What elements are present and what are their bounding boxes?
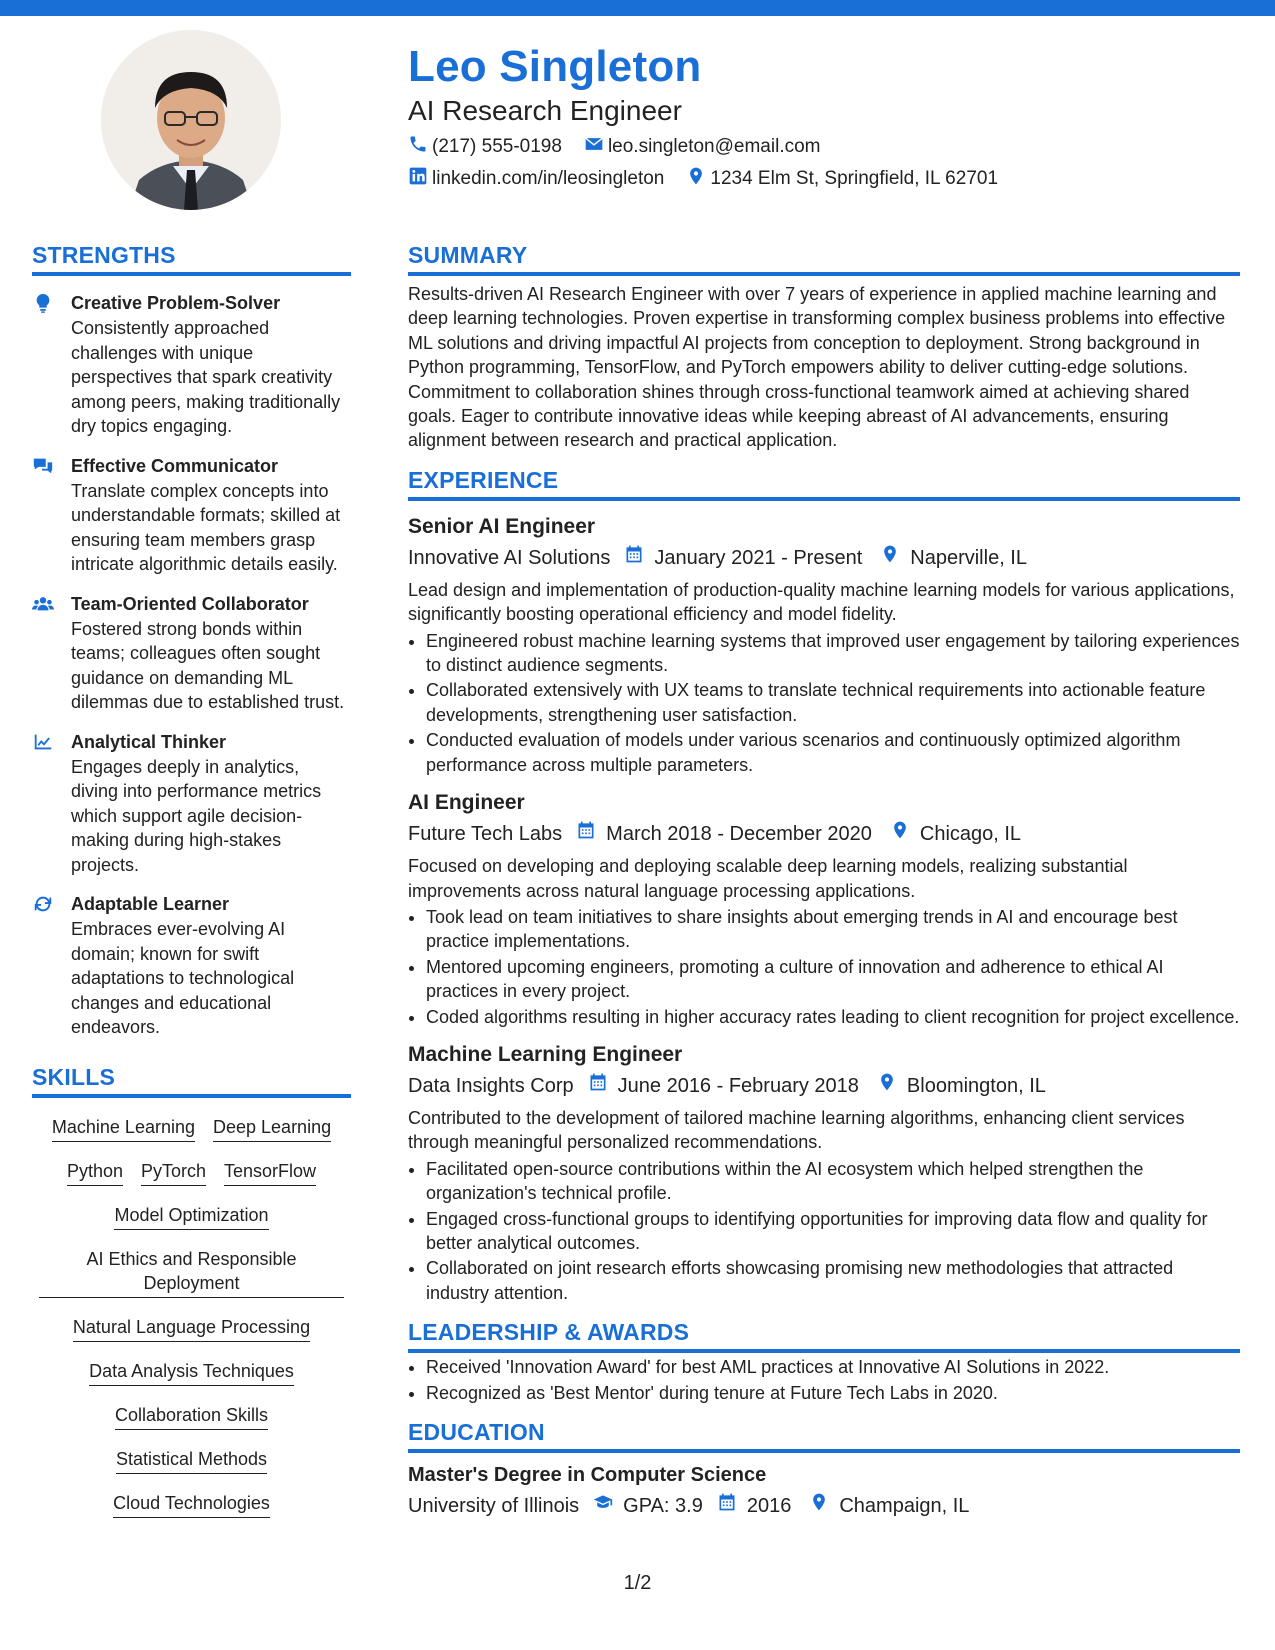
- page-number: 1/2: [623, 1572, 652, 1594]
- candidate-name: Leo Singleton: [408, 42, 702, 91]
- job-title: AI Engineer: [408, 791, 525, 815]
- job-entry: [408, 513, 1240, 777]
- job-description: Contributed to the development of tailored machine learning algorithms, enhancing client services through meaningful personalized recommendations.: [408, 1107, 1185, 1153]
- graduation-cap-icon: [579, 1492, 623, 1520]
- award-item: • Recognized as 'Best Mentor' during tenure at Future Tech Labs in 2020.: [426, 1381, 1240, 1405]
- job-bullet: • Engaged cross-functional groups to identifying opportunities for improving data flow and quality for better analytical outcomes.: [426, 1207, 1240, 1256]
- strength-item: [32, 290, 351, 439]
- users-icon: [32, 593, 54, 615]
- skills-section: [32, 1064, 351, 1518]
- education-section: [408, 1419, 1240, 1520]
- job-title: Machine Learning Engineer: [408, 1042, 683, 1066]
- job-location: Chicago, IL: [919, 823, 1022, 846]
- school-name: University of Illinois: [408, 1495, 580, 1517]
- candidate-role: AI Research Engineer: [408, 95, 682, 126]
- address-contact: [686, 166, 998, 192]
- strength-title: Effective Communicator: [71, 455, 279, 476]
- job-entry: [408, 789, 1240, 1029]
- strength-title: Creative Problem-Solver: [71, 293, 281, 313]
- education-heading: EDUCATION: [408, 1419, 1240, 1453]
- strength-item: [32, 729, 351, 878]
- job-bullet: • Engineered robust machine learning systems that improved user engagement by tailoring experiences to distinct audience segments.: [426, 629, 1240, 678]
- calendar-icon: [703, 1492, 747, 1520]
- summary-heading: SUMMARY: [408, 242, 1240, 276]
- job-bullet: • Mentored upcoming engineers, promoting a culture of innovation and adherence to ethical AI practices in every project.: [426, 955, 1240, 1004]
- skill-tag: Statistical Methods: [116, 1447, 267, 1474]
- skill-tag: Python: [67, 1159, 123, 1186]
- job-location: Bloomington, IL: [906, 1074, 1046, 1097]
- email-contact[interactable]: [584, 134, 821, 160]
- job-bullets: [408, 905, 1240, 1029]
- skill-tag: Data Analysis Techniques: [89, 1359, 294, 1386]
- experience-section: [408, 467, 1240, 1305]
- map-pin-icon: [791, 1492, 839, 1520]
- top-accent-bar: [0, 0, 1275, 16]
- job-dates: January 2021 - Present: [654, 546, 863, 569]
- phone-icon: [408, 134, 428, 160]
- job-meta: [408, 544, 1240, 572]
- job-entry: [408, 1041, 1240, 1305]
- contact-row-1: [408, 134, 821, 160]
- strength-title: Team-Oriented Collaborator: [71, 593, 309, 614]
- map-pin-icon: [872, 820, 920, 848]
- skill-tag: Machine Learning: [52, 1115, 195, 1142]
- skill-tag: TensorFlow: [224, 1159, 316, 1186]
- left-column: [32, 242, 351, 1518]
- phone-text: (217) 555-0198: [432, 136, 562, 157]
- job-bullet: • Conducted evaluation of models under various scenarios and continuously optimized algorithm performance across multiple parameters.: [426, 728, 1240, 777]
- address-text: 1234 Elm St, Springfield, IL 62701: [710, 168, 999, 189]
- envelope-icon: [584, 134, 604, 160]
- company-name: Data Insights Corp: [408, 1074, 574, 1097]
- company-name: Future Tech Labs: [408, 823, 563, 846]
- phone-contact[interactable]: [408, 134, 562, 160]
- skills-heading: SKILLS: [32, 1064, 351, 1098]
- skill-tag: AI Ethics and Responsible Deployment: [39, 1247, 344, 1298]
- job-dates: March 2018 - December 2020: [606, 823, 872, 846]
- job-bullets: [408, 1157, 1240, 1305]
- skill-tag: Model Optimization: [114, 1203, 268, 1230]
- summary-text: Results-driven AI Research Engineer with over 7 years of experience in applied machine learning and deep learning technologies. Proven expertise in transforming complex business problems into effective ML solutions and driving impactful AI projects from conception to deployment. Strong background in Python programming, TensorFlow, and PyTorch empowers ability to deliver cutting-edge solutions. Commitment to collaboration shines through cross-functional teamwork aimed at achieving shared goals. Eager to contribute innovative ideas while keeping abreast of AI advancements, ensuring alignment between research and practical application.: [408, 284, 1226, 451]
- strength-item: [32, 591, 351, 715]
- skill-tag: Collaboration Skills: [115, 1403, 268, 1430]
- linkedin-icon: [408, 166, 428, 192]
- map-pin-icon: [686, 166, 706, 192]
- strength-desc: Translate complex concepts into understandable formats; skilled at ensuring team members grasp intricate algorithmic details easily.: [71, 480, 341, 574]
- job-bullet: • Took lead on team initiatives to share insights about emerging trends in AI and encourage best practice implementations.: [426, 905, 1240, 954]
- profile-photo: [101, 30, 281, 210]
- degree-title: Master's Degree in Computer Science: [408, 1464, 767, 1486]
- strength-item: [32, 453, 351, 577]
- email-text: leo.singleton@email.com: [607, 136, 821, 157]
- job-bullets: [408, 629, 1240, 777]
- linkedin-text: linkedin.com/in/leosingleton: [432, 168, 665, 189]
- calendar-icon: [610, 544, 654, 572]
- job-description: Lead design and implementation of production-quality machine learning models for various applications, significantly boosting operational efficiency and model fidelity.: [408, 579, 1235, 625]
- experience-heading: EXPERIENCE: [408, 467, 1240, 501]
- job-bullet: • Collaborated on joint research efforts showcasing promising new methodologies that attracted industry attention.: [426, 1256, 1240, 1305]
- skill-tag: Natural Language Processing: [73, 1315, 310, 1342]
- job-location: Naperville, IL: [910, 546, 1027, 569]
- calendar-icon: [574, 1072, 618, 1100]
- strength-desc: Embraces ever-evolving AI domain; known for swift adaptations to technological changes and educational endeavors.: [71, 919, 295, 1037]
- skill-tag: Deep Learning: [213, 1115, 331, 1142]
- award-item: • Received 'Innovation Award' for best AML practices at Innovative AI Solutions in 2022.: [426, 1355, 1240, 1379]
- job-dates: June 2016 - February 2018: [617, 1074, 859, 1097]
- job-meta: [408, 1072, 1240, 1100]
- strength-desc: Engages deeply in analytics, diving into performance metrics which support agile decision-making during high-stakes projects.: [71, 756, 322, 875]
- strength-desc: Fostered strong bonds within teams; colleagues often sought guidance on demanding ML dilemmas due to established trust.: [71, 618, 345, 712]
- job-meta: [408, 820, 1240, 848]
- strength-desc: Consistently approached challenges with unique perspectives that spark creativity among peers, making traditionally dry topics engaging.: [71, 318, 341, 436]
- job-bullet: • Facilitated open-source contributions within the AI ecosystem which helped strengthen the organization's technical profile.: [426, 1157, 1240, 1206]
- calendar-icon: [562, 820, 606, 848]
- right-column: [408, 242, 1240, 1520]
- job-title: Senior AI Engineer: [408, 514, 596, 538]
- awards-heading: LEADERSHIP & AWARDS: [408, 1319, 1240, 1353]
- awards-section: [408, 1319, 1240, 1405]
- job-description: Focused on developing and deploying scalable deep learning models, realizing substantial improvements across natural language processing applications.: [408, 856, 1128, 901]
- lightbulb-icon: [32, 292, 54, 314]
- trend-chart-icon: [32, 731, 54, 753]
- linkedin-contact[interactable]: [408, 166, 664, 192]
- strength-item: [32, 891, 351, 1040]
- education-meta: [408, 1492, 1240, 1520]
- skill-tag: PyTorch: [141, 1159, 206, 1186]
- strength-title: Adaptable Learner: [71, 894, 230, 914]
- company-name: Innovative AI Solutions: [408, 546, 611, 569]
- awards-list: [408, 1355, 1240, 1405]
- gpa-text: GPA: 3.9: [623, 1495, 703, 1517]
- graduation-year: 2016: [746, 1495, 792, 1517]
- chat-bubbles-icon: [32, 455, 54, 477]
- job-bullet: • Coded algorithms resulting in higher accuracy rates leading to client recognition for project excellence.: [426, 1005, 1240, 1029]
- map-pin-icon: [862, 544, 910, 572]
- skill-tag: Cloud Technologies: [113, 1491, 270, 1518]
- refresh-icon: [32, 893, 54, 915]
- strengths-heading: STRENGTHS: [32, 242, 351, 276]
- map-pin-icon: [859, 1072, 907, 1100]
- strength-title: Analytical Thinker: [71, 731, 227, 752]
- job-bullet: • Collaborated extensively with UX teams to translate technical requirements into actionable feature developments, strengthening user satisfaction.: [426, 678, 1240, 727]
- contact-row-2: [408, 166, 998, 192]
- school-location: Champaign, IL: [839, 1495, 970, 1517]
